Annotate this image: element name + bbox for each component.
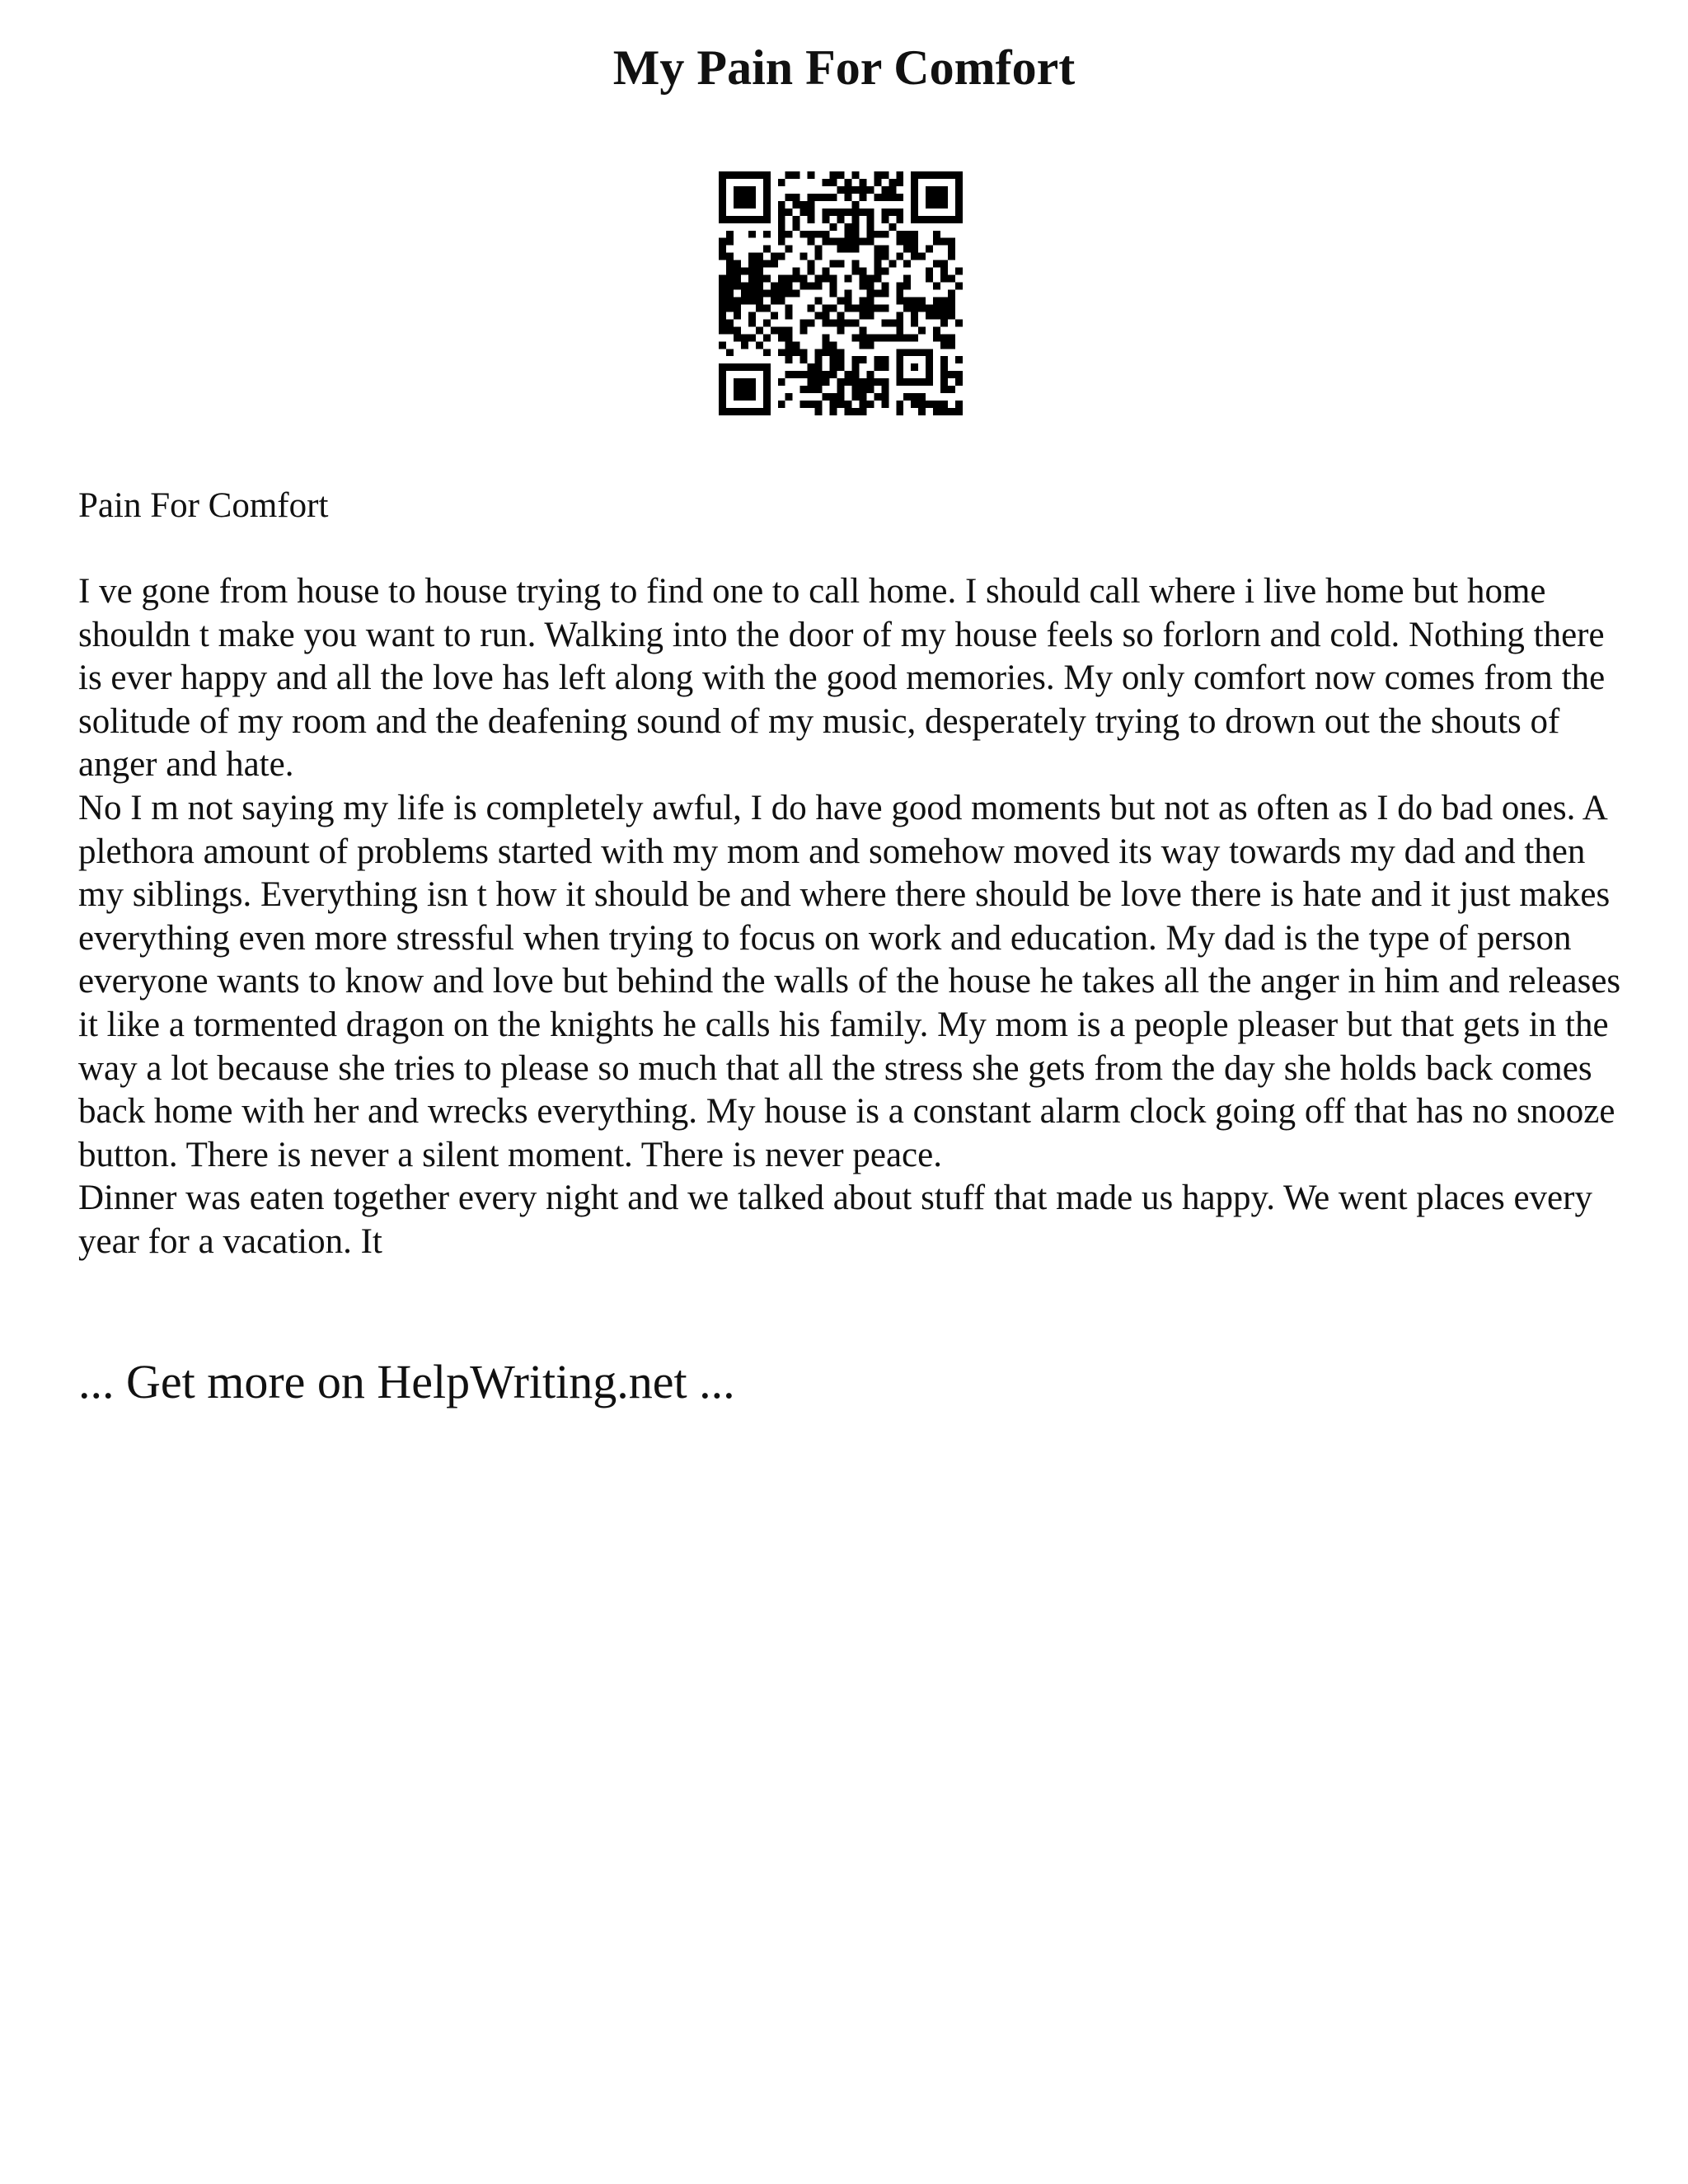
document-subtitle: Pain For Comfort: [78, 486, 329, 525]
paragraph: Dinner was eaten together every night and we talked about stuff that made us happy. We went places every year for a vacation. It: [78, 1179, 1592, 1261]
document-title: My Pain For Comfort: [612, 40, 1076, 95]
get-more-link[interactable]: ... Get more on HelpWriting.net ...: [78, 1355, 735, 1408]
paragraph: No I m not saying my life is completely awful, I do have good moments but not as often as I do bad ones. A plethora amount of problems started with my mom and somehow moved its way towards my dad and then my siblings. Everything isn t how it should be and where there should be love there is hate and it just makes everything even more stressful when trying to focus on work and education. My dad is the type of person everyone wants to know and love but behind the walls of the house he takes all the anger in him and releases it like a tormented dragon on the knights he calls his family. My mom is a people pleaser but that gets in the way a lot because she tries to please so much that all the stress she gets from the day she holds back comes back home with her and wrecks everything. My house is a constant alarm clock going off that has no snooze button. There is never a silent moment. There is never peace.: [78, 788, 1621, 1174]
paragraph: I ve gone from house to house trying to find one to call home. I should call where i live home but home shouldn t make you want to run. Walking into the door of my house feels so forlorn and cold. Nothing there is ever happy and all the love has left along with the good memories. My only comfort now comes from the solitude of my room and the deafening sound of my music, desperately trying to drown out the shouts of anger and hate.: [78, 572, 1606, 785]
body-text: [78, 570, 1628, 1264]
qr-code-icon: [719, 171, 963, 415]
